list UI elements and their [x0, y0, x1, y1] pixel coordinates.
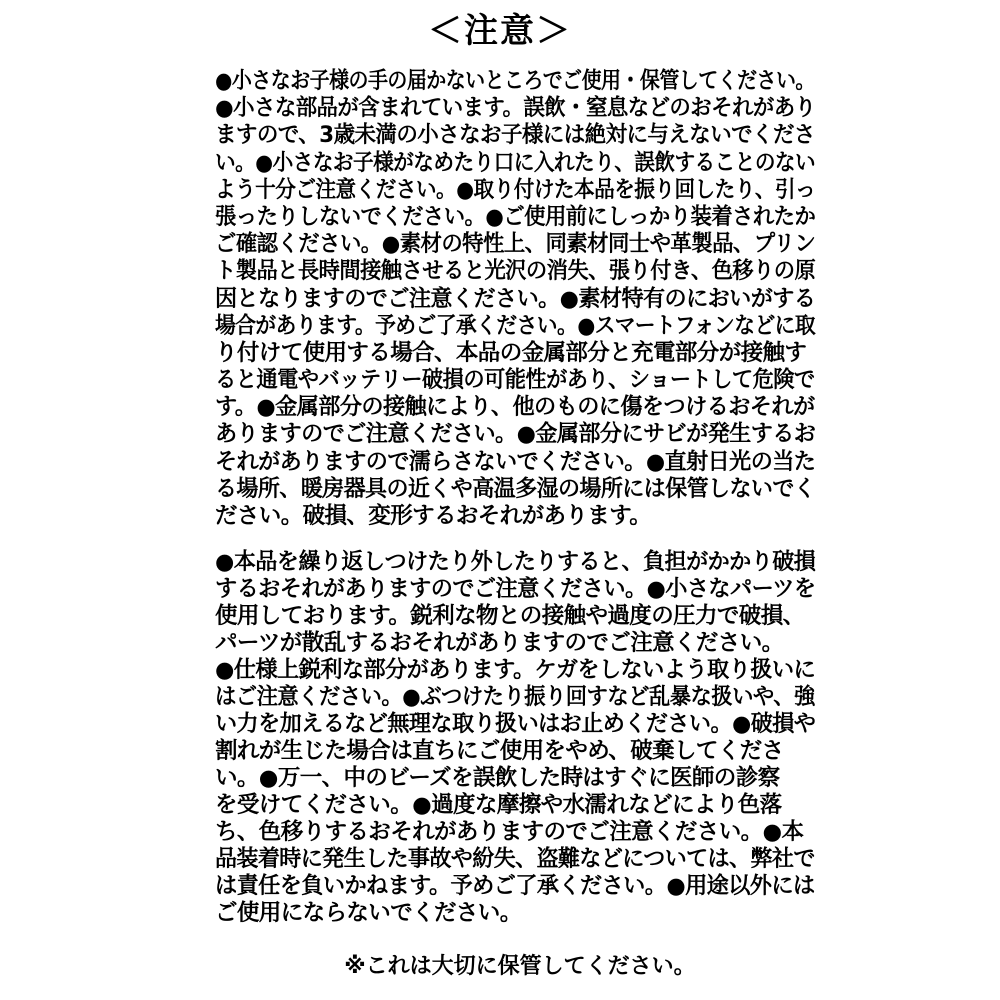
- text-line: す。●金属部分の接触により、他のものに傷をつけるおそれが: [215, 394, 815, 421]
- text-line: ますので、3歳未満の小さなお子様には絶対に与えないでくださ: [215, 122, 815, 149]
- text-line: 場合があります。予めご了承ください。●スマートフォンなどに取: [215, 312, 816, 339]
- text-line: ●本品を繰り返しつけたり外したりすると、負担がかかり破損: [215, 549, 816, 575]
- text-line: い。●万一、中のビーズを誤飲した時はすぐに医師の診察: [215, 765, 780, 791]
- text-line: い。●小さなお子様がなめたり口に入れたり、誤飲することのない: [215, 149, 816, 176]
- notice-title: ＜注意＞: [428, 11, 572, 51]
- text-line: ●小さな部品が含まれています。誤飲・窒息などのおそれがあり: [215, 95, 816, 122]
- text-line: 使用しております。鋭利な物との接触や過度の圧力で破損、: [215, 603, 805, 629]
- text-line: ト製品と長時間接触させると光沢の消失、張り付き、色移りの原: [215, 258, 816, 285]
- text-line: ●小さなお子様の手の届かないところでご使用・保管してください。: [215, 68, 815, 94]
- text-line: それがありますので濡らさないでください。●直射日光の当た: [215, 448, 816, 475]
- caution-paragraph-2: [215, 549, 815, 927]
- text-line: ださい。破損、変形するおそれがあります。: [215, 503, 652, 529]
- text-line: ご使用にならないでください。: [215, 900, 522, 926]
- text-line: するおそれがありますのでご注意ください。●小さなパーツを: [215, 576, 816, 602]
- text-line: を受けてください。●過度な摩擦や水濡れなどにより色落: [215, 792, 782, 818]
- text-line: ありますのでご注意ください。●金属部分にサビが発生するお: [215, 421, 816, 448]
- text-line: 張ったりしないでください。●ご使用前にしっかり装着されたか: [215, 203, 816, 230]
- text-line: 因となりますのでご注意ください。●素材特有のにおいがする: [215, 285, 816, 312]
- text-line: い力を加えるなど無理な取り扱いはお止めください。●破損や: [215, 711, 816, 737]
- text-line: ち、色移りするおそれがありますのでご注意ください。●本: [215, 819, 804, 845]
- text-line: る場所、暖房器具の近くや高温多湿の場所には保管しないでく: [215, 475, 816, 502]
- footer-note: ※これは大切に保管してください。: [344, 954, 696, 979]
- text-line: 品装着時に発生した事故や紛失、盗難などについては、弊社で: [215, 846, 815, 872]
- text-line: 割れが生じた場合は直ちにご使用をやめ、破棄してくださ: [215, 738, 784, 764]
- text-line: ると通電やバッテリー破損の可能性があり、ショートして危険で: [215, 367, 815, 394]
- text-line: ●仕様上鋭利な部分があります。ケガをしないよう取り扱いに: [215, 657, 816, 683]
- text-line: は責任を負いかねます。予めご了承ください。●用途以外には: [215, 873, 815, 899]
- text-line: はご注意ください。●ぶつけたり振り回すなど乱暴な扱いや、強: [215, 684, 815, 710]
- text-line: ご確認ください。●素材の特性上、同素材同士や革製品、プリン: [215, 231, 816, 258]
- text-line: り付けて使用する場合、本品の金属部分と充電部分が接触す: [215, 339, 807, 366]
- caution-paragraph-1: [215, 68, 815, 530]
- text-line: パーツが散乱するおそれがありますのでご注意ください。: [215, 630, 784, 656]
- text-line: よう十分ご注意ください。●取り付けた本品を振り回したり、引っ: [215, 176, 816, 203]
